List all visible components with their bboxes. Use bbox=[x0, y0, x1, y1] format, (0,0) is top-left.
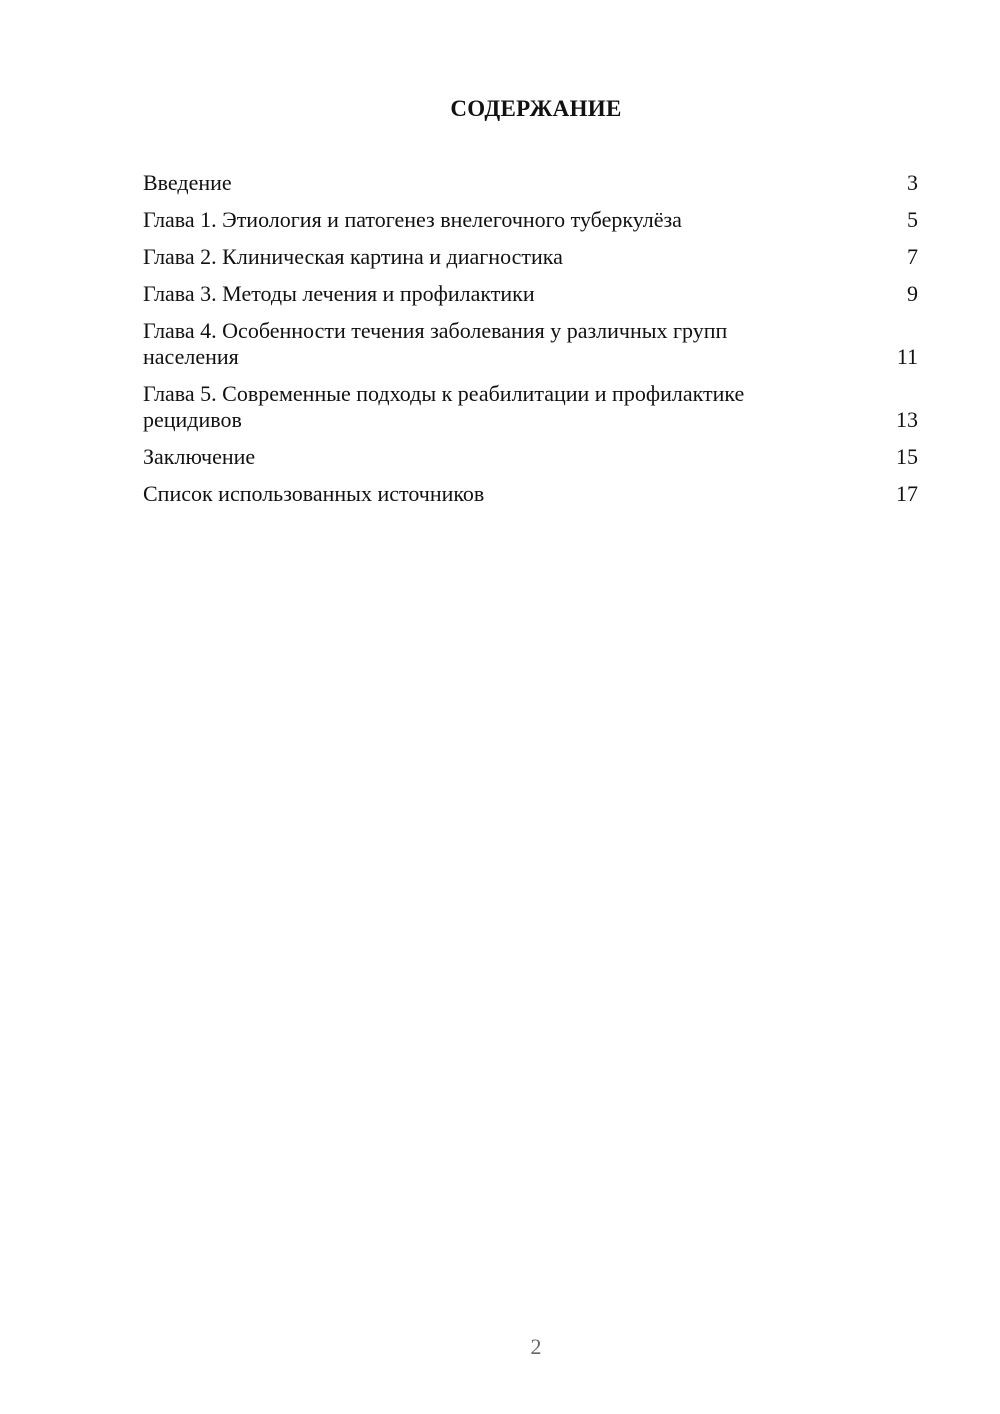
toc-entry-label: Список использованных источников bbox=[143, 481, 485, 506]
toc-entry-page: 13 bbox=[896, 407, 918, 432]
toc-entry-page: 5 bbox=[907, 207, 918, 232]
toc-entry-conclusion[interactable] bbox=[143, 444, 918, 470]
table-of-contents bbox=[143, 170, 918, 518]
toc-entry-page: 11 bbox=[896, 344, 918, 369]
page-title: СОДЕРЖАНИЕ bbox=[450, 96, 622, 121]
toc-entry-references[interactable] bbox=[143, 481, 918, 507]
toc-entry-label: Введение bbox=[143, 170, 232, 195]
toc-entry-chapter-3[interactable] bbox=[143, 281, 918, 307]
toc-entry-page: 9 bbox=[907, 281, 918, 306]
toc-entry-page: 3 bbox=[907, 170, 918, 195]
toc-entry-label: Глава 3. Методы лечения и профилактики bbox=[143, 281, 535, 306]
toc-entry-introduction[interactable] bbox=[143, 170, 918, 196]
toc-entry-chapter-5[interactable] bbox=[143, 381, 918, 433]
page-number: 2 bbox=[530, 1334, 542, 1359]
toc-entry-label: Глава 1. Этиология и патогенез внелегочного туберкулёза bbox=[143, 207, 682, 232]
toc-entry-label: Заключение bbox=[143, 444, 256, 469]
toc-entry-chapter-2[interactable] bbox=[143, 244, 918, 270]
toc-entry-chapter-1[interactable] bbox=[143, 207, 918, 233]
toc-entry-label: Глава 5. Современные подходы к реабилитации и профилактике рецидивов bbox=[143, 381, 745, 432]
toc-entry-label: Глава 4. Особенности течения заболевания у различных групп населения bbox=[143, 318, 728, 369]
toc-entry-page: 17 bbox=[896, 481, 918, 506]
toc-entry-label: Глава 2. Клиническая картина и диагностика bbox=[143, 244, 563, 269]
toc-entry-chapter-4[interactable] bbox=[143, 318, 918, 370]
toc-entry-page: 7 bbox=[907, 244, 918, 269]
toc-entry-page: 15 bbox=[896, 444, 918, 469]
